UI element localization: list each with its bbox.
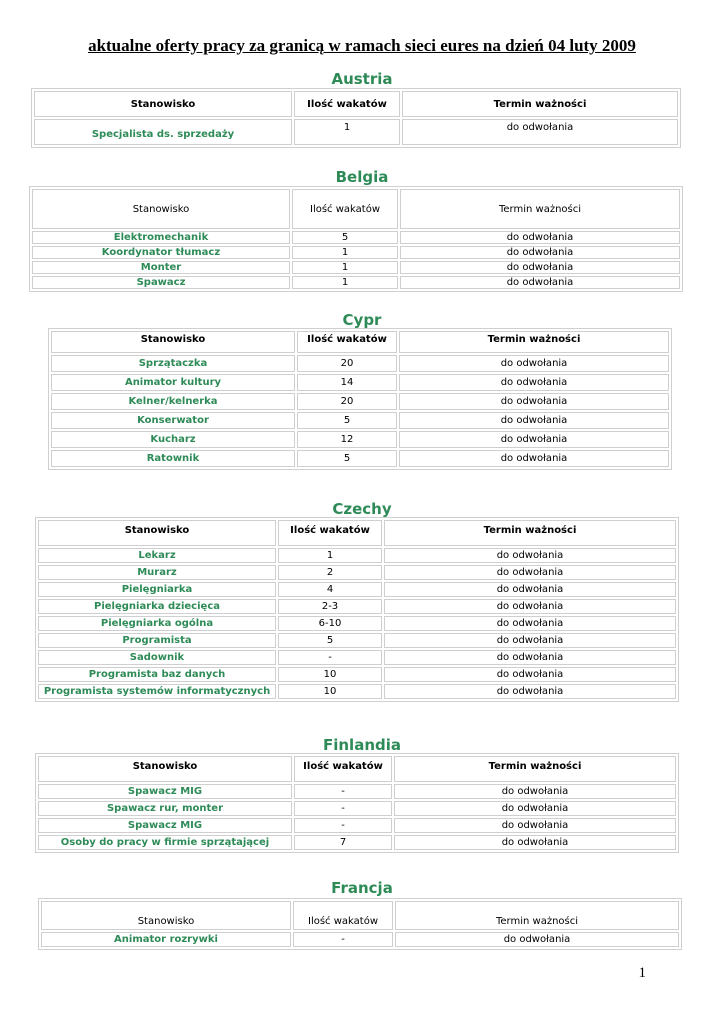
- position-cell: Spawacz rur, monter: [38, 801, 292, 816]
- table-header-row: [34, 91, 678, 117]
- header-vacancies: Ilość wakatów: [294, 91, 400, 117]
- country-heading-francja: Francja: [331, 879, 393, 897]
- validity-cell: do odwołania: [384, 582, 676, 597]
- vacancies-cell: 1: [292, 246, 398, 259]
- validity-cell: do odwołania: [394, 835, 676, 850]
- table-row: [51, 431, 669, 448]
- position-cell: Elektromechanik: [32, 231, 290, 244]
- vacancies-cell: 20: [297, 355, 397, 372]
- vacancies-cell: 1: [294, 119, 400, 145]
- position-cell: Programista: [38, 633, 276, 648]
- table-row: [38, 616, 676, 631]
- table-row: [51, 355, 669, 372]
- header-position: Stanowisko: [38, 756, 292, 782]
- position-cell: Pielęgniarka: [38, 582, 276, 597]
- position-cell: Koordynator tłumacz: [32, 246, 290, 259]
- validity-cell: do odwołania: [394, 801, 676, 816]
- vacancies-cell: 10: [278, 667, 382, 682]
- vacancies-cell: 5: [297, 450, 397, 467]
- jobs-table-austria: [31, 88, 681, 148]
- table-row: [32, 231, 680, 244]
- header-validity: Termin ważności: [395, 901, 679, 930]
- vacancies-cell: 1: [292, 276, 398, 289]
- country-heading-austria: Austria: [331, 70, 393, 88]
- vacancies-cell: 1: [278, 548, 382, 563]
- vacancies-cell: 1: [292, 261, 398, 274]
- vacancies-cell: 4: [278, 582, 382, 597]
- validity-cell: do odwołania: [399, 431, 669, 448]
- validity-cell: do odwołania: [384, 548, 676, 563]
- table-row: [32, 276, 680, 289]
- vacancies-cell: -: [293, 932, 393, 947]
- position-cell: Konserwator: [51, 412, 295, 429]
- table-row: [38, 548, 676, 563]
- header-vacancies: Ilość wakatów: [297, 331, 397, 353]
- header-vacancies: Ilość wakatów: [278, 520, 382, 546]
- table-row: [41, 932, 679, 947]
- position-cell: Programista baz danych: [38, 667, 276, 682]
- vacancies-cell: -: [278, 650, 382, 665]
- position-cell: Monter: [32, 261, 290, 274]
- validity-cell: do odwołania: [384, 650, 676, 665]
- table-row: [38, 667, 676, 682]
- table-row: [38, 565, 676, 580]
- jobs-table-cypr: [48, 328, 672, 470]
- position-cell: Sadownik: [38, 650, 276, 665]
- validity-cell: do odwołania: [400, 261, 680, 274]
- document-title: aktualne oferty pracy za granicą w ramach sieci eures na dzień 04 luty 2009: [88, 36, 636, 55]
- header-validity: Termin ważności: [384, 520, 676, 546]
- table-row: [38, 784, 676, 799]
- country-heading-czechy: Czechy: [332, 500, 392, 518]
- vacancies-cell: 2-3: [278, 599, 382, 614]
- validity-cell: do odwołania: [384, 599, 676, 614]
- validity-cell: do odwołania: [384, 667, 676, 682]
- jobs-table-belgia: [29, 186, 683, 292]
- country-heading-belgia: Belgia: [335, 168, 389, 186]
- header-position: Stanowisko: [32, 189, 290, 229]
- validity-cell: do odwołania: [384, 565, 676, 580]
- table-row: [38, 650, 676, 665]
- validity-cell: do odwołania: [384, 616, 676, 631]
- header-vacancies: Ilość wakatów: [294, 756, 392, 782]
- vacancies-cell: 2: [278, 565, 382, 580]
- table-row: [51, 412, 669, 429]
- validity-cell: do odwołania: [399, 412, 669, 429]
- vacancies-cell: -: [294, 801, 392, 816]
- vacancies-cell: 12: [297, 431, 397, 448]
- header-validity: Termin ważności: [402, 91, 678, 117]
- header-position: Stanowisko: [38, 520, 276, 546]
- validity-cell: do odwołania: [395, 932, 679, 947]
- table-row: [38, 684, 676, 699]
- table-row: [38, 835, 676, 850]
- table-row: [38, 599, 676, 614]
- table-header-row: [51, 331, 669, 353]
- vacancies-cell: 20: [297, 393, 397, 410]
- validity-cell: do odwołania: [384, 633, 676, 648]
- table-header-row: [38, 520, 676, 546]
- position-cell: Sprzątaczka: [51, 355, 295, 372]
- header-vacancies: Ilość wakatów: [292, 189, 398, 229]
- position-cell: Pielęgniarka ogólna: [38, 616, 276, 631]
- header-validity: Termin ważności: [399, 331, 669, 353]
- position-cell: Animator rozrywki: [41, 932, 291, 947]
- position-cell: Kucharz: [51, 431, 295, 448]
- header-validity: Termin ważności: [400, 189, 680, 229]
- header-position: Stanowisko: [41, 901, 291, 930]
- jobs-table-finlandia: [35, 753, 679, 853]
- validity-cell: do odwołania: [399, 393, 669, 410]
- vacancies-cell: 5: [297, 412, 397, 429]
- table-row: [51, 393, 669, 410]
- position-cell: Kelner/kelnerka: [51, 393, 295, 410]
- table-row: [38, 801, 676, 816]
- validity-cell: do odwołania: [399, 355, 669, 372]
- page-number: 1: [638, 965, 646, 981]
- validity-cell: do odwołania: [400, 276, 680, 289]
- position-cell: Spawacz MIG: [38, 818, 292, 833]
- table-row: [51, 374, 669, 391]
- table-header-row: [32, 189, 680, 229]
- vacancies-cell: 10: [278, 684, 382, 699]
- header-vacancies: Ilość wakatów: [293, 901, 393, 930]
- position-cell: Specjalista ds. sprzedaży: [34, 119, 292, 145]
- header-validity: Termin ważności: [394, 756, 676, 782]
- vacancies-cell: 6-10: [278, 616, 382, 631]
- position-cell: Animator kultury: [51, 374, 295, 391]
- position-cell: Programista systemów informatycznych: [38, 684, 276, 699]
- position-cell: Spawacz: [32, 276, 290, 289]
- position-cell: Osoby do pracy w firmie sprzątającej: [38, 835, 292, 850]
- vacancies-cell: 5: [292, 231, 398, 244]
- table-row: [51, 450, 669, 467]
- position-cell: Ratownik: [51, 450, 295, 467]
- table-row: [38, 818, 676, 833]
- table-row: [38, 633, 676, 648]
- validity-cell: do odwołania: [394, 818, 676, 833]
- jobs-table-francja: [38, 898, 682, 950]
- vacancies-cell: -: [294, 818, 392, 833]
- table-row: [34, 119, 678, 145]
- country-heading-cypr: Cypr: [342, 311, 382, 329]
- validity-cell: do odwołania: [402, 119, 678, 145]
- country-heading-finlandia: Finlandia: [322, 736, 401, 754]
- vacancies-cell: 5: [278, 633, 382, 648]
- table-row: [32, 246, 680, 259]
- position-cell: Murarz: [38, 565, 276, 580]
- jobs-table-czechy: [35, 517, 679, 702]
- position-cell: Lekarz: [38, 548, 276, 563]
- validity-cell: do odwołania: [384, 684, 676, 699]
- vacancies-cell: 14: [297, 374, 397, 391]
- validity-cell: do odwołania: [400, 246, 680, 259]
- validity-cell: do odwołania: [400, 231, 680, 244]
- header-position: Stanowisko: [34, 91, 292, 117]
- table-header-row: [38, 756, 676, 782]
- vacancies-cell: 7: [294, 835, 392, 850]
- validity-cell: do odwołania: [394, 784, 676, 799]
- table-row: [32, 261, 680, 274]
- validity-cell: do odwołania: [399, 374, 669, 391]
- table-header-row: [41, 901, 679, 930]
- header-position: Stanowisko: [51, 331, 295, 353]
- vacancies-cell: -: [294, 784, 392, 799]
- position-cell: Pielęgniarka dziecięca: [38, 599, 276, 614]
- validity-cell: do odwołania: [399, 450, 669, 467]
- table-row: [38, 582, 676, 597]
- position-cell: Spawacz MIG: [38, 784, 292, 799]
